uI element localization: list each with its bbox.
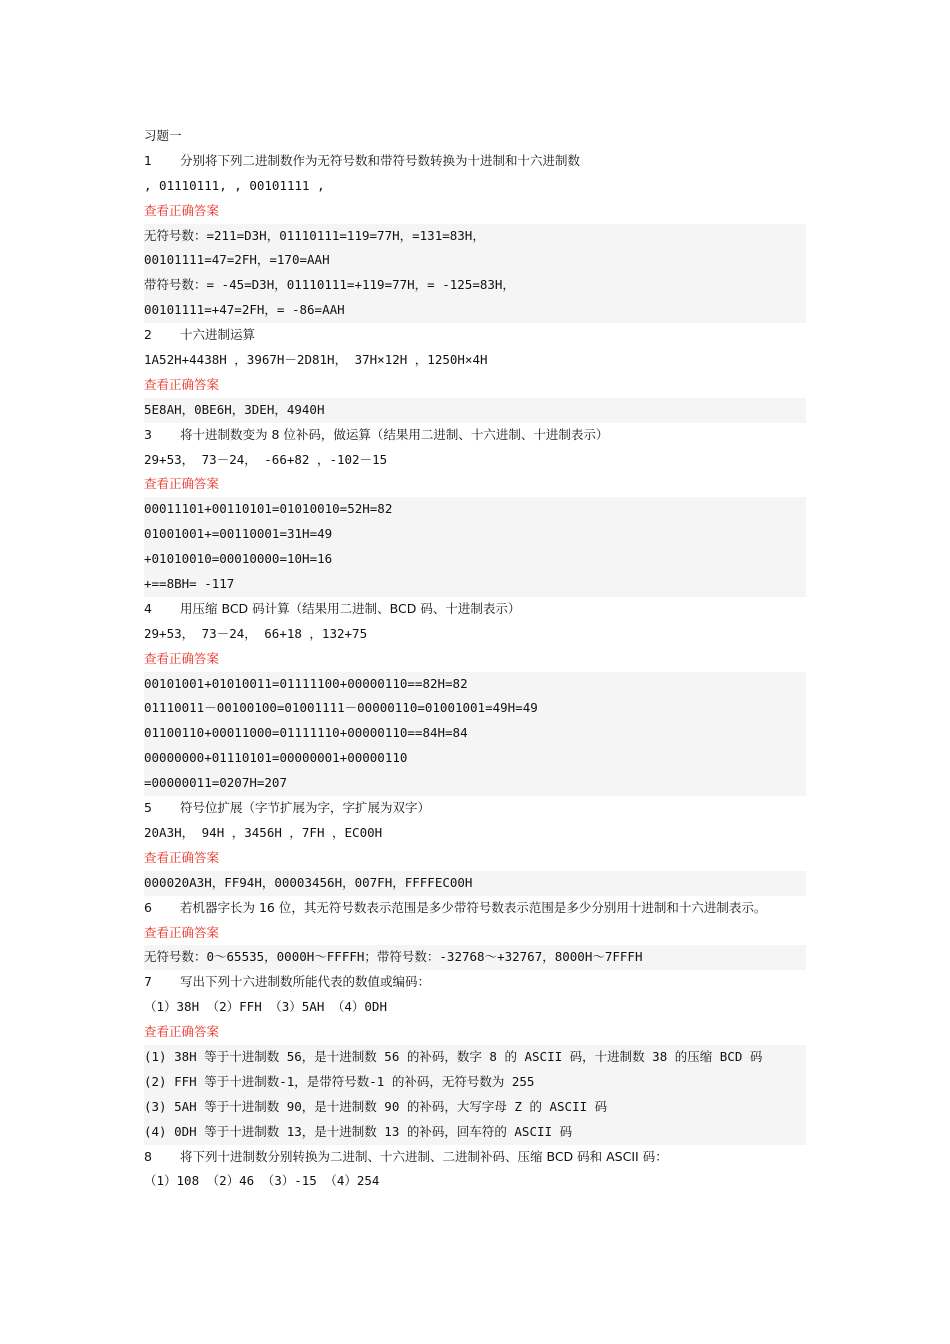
question-number: 2 — [144, 327, 152, 343]
answer-block — [144, 497, 806, 597]
question-4-heading — [144, 597, 806, 622]
question-number: 6 — [144, 899, 152, 915]
question-number: 5 — [144, 800, 152, 816]
question-items: 29+53， 73－24， -66+82 ，-102－15 — [144, 451, 388, 467]
answer-line: 5E8AH，0BE6H，3DEH，4940H — [144, 401, 325, 417]
question-number: 4 — [144, 600, 152, 616]
question-text: 符号位扩展（字节扩展为字，字扩展为双字） — [180, 800, 431, 816]
view-answer-link[interactable]: 查看正确答案 — [144, 376, 220, 392]
question-5-heading — [144, 796, 806, 821]
view-answer-link[interactable]: 查看正确答案 — [144, 924, 220, 940]
question-text: 十六进制运算 — [180, 327, 256, 343]
question-items: 29+53， 73－24， 66+18 ，132+75 — [144, 625, 368, 641]
answer-line: 无符号数：=211=D3H，01110111=119=77H，=131=83H， — [144, 227, 485, 243]
answer-block — [144, 1045, 806, 1145]
view-answer-link[interactable]: 查看正确答案 — [144, 202, 220, 218]
answer-line: 00011101+00110101=01010010=52H=82 — [144, 501, 393, 517]
question-text: 将十进制数变为 8 位补码，做运算（结果用二进制、十六进制、十进制表示） — [180, 426, 609, 442]
question-text: 若机器字长为 16 位，其无符号数表示范围是多少带符号数表示范围是多少分别用十进制和十六进制表示。 — [180, 899, 767, 915]
answer-line: 01110011－00100100=01001111－00000110=01001001=49H=49 — [144, 700, 538, 716]
view-answer-link[interactable]: 查看正确答案 — [144, 1024, 220, 1040]
exercise-title: 习题一 — [144, 128, 182, 143]
question-items: 20A3H， 94H ，3456H ，7FH ，EC00H — [144, 824, 383, 840]
answer-line: 01001001+=00110001=31H=49 — [144, 526, 333, 542]
answer-line: (3) 5AH 等于十进制数 90，是十进制数 90 的补码，大写字母 Z 的 ASCII 码 — [144, 1098, 608, 1114]
answer-line: 00000000+01110101=00000001+00000110 — [144, 750, 408, 766]
answer-block — [144, 398, 806, 423]
answer-block — [144, 871, 806, 896]
question-3-heading — [144, 423, 806, 448]
answer-line: 带符号数：= -45=D3H，01110111=+119=77H，= -125=83H， — [144, 277, 515, 293]
question-text: 用压缩 BCD 码计算（结果用二进制、BCD 码、十进制表示） — [180, 600, 521, 616]
question-number: 7 — [144, 974, 152, 990]
answer-block — [144, 945, 806, 970]
question-7-heading — [144, 970, 806, 995]
question-8-heading — [144, 1145, 806, 1170]
answer-line: +01010010=00010000=10H=16 — [144, 551, 333, 567]
answer-line: 000020A3H，FF94H，00003456H，007FH，FFFFEC00H — [144, 874, 473, 890]
question-number: 8 — [144, 1148, 152, 1164]
answer-line: 00101111=+47=2FH，= -86=AAH — [144, 302, 345, 318]
question-items: （1）108 （2）46 （3）-15 （4）254 — [144, 1173, 380, 1189]
question-text: 分别将下列二进制数作为无符号数和带符号数转换为十进制和十六进制数 — [180, 152, 581, 168]
view-answer-link[interactable]: 查看正确答案 — [144, 476, 220, 492]
answer-line: 00101001+01010011=01111100+00000110==82H=82 — [144, 675, 468, 691]
question-text: 写出下列十六进制数所能代表的数值或编码： — [180, 974, 431, 990]
question-text: 将下列十进制数分别转换为二进制、十六进制、二进制补码、压缩 BCD 码和 ASCII 码： — [180, 1148, 668, 1164]
view-answer-link[interactable]: 查看正确答案 — [144, 650, 220, 666]
exercise-content — [144, 124, 806, 1194]
answer-line: =00000011=0207H=207 — [144, 775, 287, 791]
answer-line: 00101111=47=2FH，=170=AAH — [144, 252, 330, 268]
answer-line: +==8BH= -117 — [144, 576, 235, 592]
question-2-heading — [144, 323, 806, 348]
question-items: 1A52H+4438H ，3967H－2D81H， 37H×12H ，1250H×4H — [144, 352, 488, 368]
answer-line: (2) FFH 等于十进制数-1，是带符号数-1 的补码，无符号数为 255 — [144, 1073, 535, 1089]
answer-line: (1) 38H 等于十进制数 56，是十进制数 56 的补码，数字 8 的 ASCII 码，十进制数 38 的压缩 BCD 码 — [144, 1048, 763, 1064]
question-items: （1）38H （2）FFH （3）5AH （4）0DH — [144, 999, 387, 1015]
answer-line: 无符号数：0～65535，0000H～FFFFH；带符号数：-32768～+32767，8000H～7FFFH — [144, 949, 643, 965]
question-number: 3 — [144, 426, 152, 442]
answer-line: 01100110+00011000=01111110+00000110==84H=84 — [144, 725, 468, 741]
answer-block — [144, 224, 806, 324]
question-1-heading — [144, 149, 806, 174]
question-items: , 01110111, , 00101111 , — [144, 177, 325, 193]
answer-line: (4) 0DH 等于十进制数 13，是十进制数 13 的补码，回车符的 ASCII 码 — [144, 1123, 573, 1139]
view-answer-link[interactable]: 查看正确答案 — [144, 849, 220, 865]
question-6-heading — [144, 896, 806, 921]
question-number: 1 — [144, 152, 152, 168]
answer-block — [144, 672, 806, 796]
